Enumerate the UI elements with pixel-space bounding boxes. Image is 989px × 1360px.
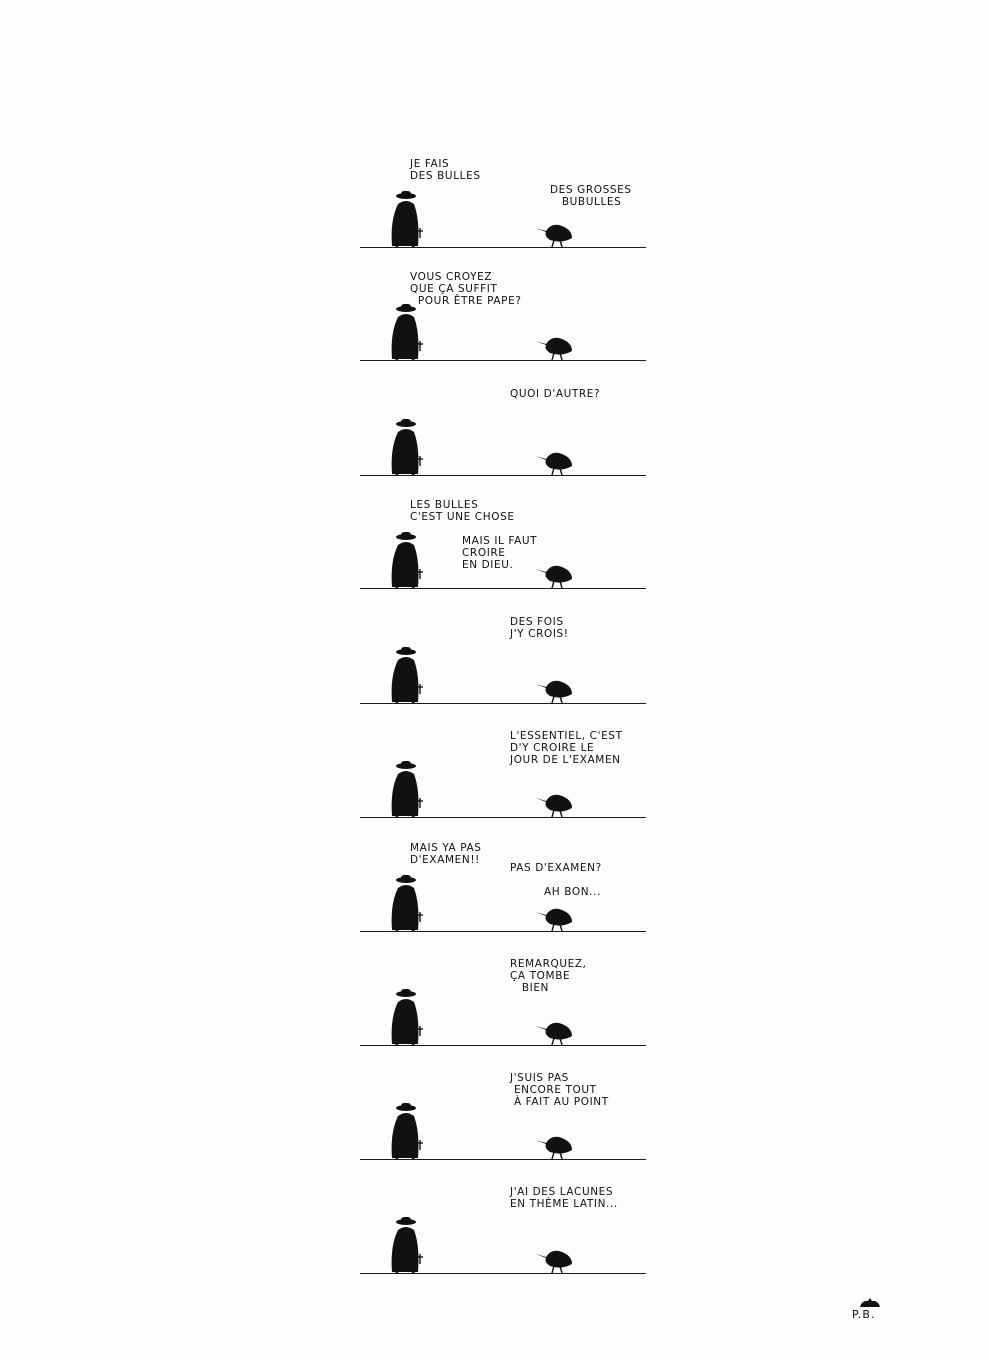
priest-figure-icon — [384, 531, 428, 593]
speech-text: J'SUIS PAS ENCORE TOUT À FAIT AU POINT — [510, 1072, 609, 1108]
comic-panel — [300, 1176, 700, 1290]
speech-text: DES GROSSES BUBULLES — [550, 184, 632, 208]
speech-text: J'AI DES LACUNES EN THÈME LATIN... — [510, 1186, 618, 1210]
speech-text: DES FOIS J'Y CROIS! — [510, 616, 569, 640]
speech-text: MAIS IL FAUT CROIRE EN DIEU. — [462, 535, 538, 571]
comic-panel — [300, 491, 700, 605]
priest-figure-icon — [384, 190, 428, 252]
comic-panel — [300, 834, 700, 948]
comic-panel — [300, 606, 700, 720]
priest-figure-icon — [384, 1102, 428, 1164]
comic-panel — [300, 378, 700, 492]
speech-text: VOUS CROYEZ QUE ÇA SUFFIT POUR ÊTRE PAPE? — [410, 271, 522, 307]
ground-line — [360, 1045, 646, 1046]
ground-line — [360, 360, 646, 361]
ground-line — [360, 475, 646, 476]
cat-signature-icon — [858, 1296, 882, 1308]
speech-text: QUOI D'AUTRE? — [510, 388, 601, 400]
priest-figure-icon — [384, 418, 428, 480]
priest-figure-icon — [384, 760, 428, 822]
speech-text: REMARQUEZ, ÇA TOMBE BIEN — [510, 958, 587, 994]
ground-line — [360, 1159, 646, 1160]
speech-text: PAS D'EXAMEN? — [510, 862, 602, 874]
speech-text: MAIS YA PAS D'EXAMEN!! — [410, 842, 482, 866]
priest-figure-icon — [384, 874, 428, 936]
speech-text: L'ESSENTIEL, C'EST D'Y CROIRE LE JOUR DE L'EXAMEN — [510, 730, 623, 766]
priest-figure-icon — [384, 1216, 428, 1278]
comic-panel — [300, 150, 700, 264]
speech-text: LES BULLES C'EST UNE CHOSE — [410, 499, 515, 523]
speech-text: AH BON... — [544, 886, 601, 898]
comic-strip — [300, 150, 700, 1280]
priest-figure-icon — [384, 303, 428, 365]
ground-line — [360, 931, 646, 932]
comic-panel — [300, 948, 700, 1062]
artist-signature: P.B. — [852, 1308, 876, 1321]
speech-text: JE FAIS DES BULLES — [410, 158, 481, 182]
ground-line — [360, 1273, 646, 1274]
ground-line — [360, 703, 646, 704]
ground-line — [360, 247, 646, 248]
comic-panel — [300, 720, 700, 834]
ground-line — [360, 817, 646, 818]
priest-figure-icon — [384, 646, 428, 708]
comic-panel — [300, 1062, 700, 1176]
ground-line — [360, 588, 646, 589]
priest-figure-icon — [384, 988, 428, 1050]
comic-panel — [300, 263, 700, 377]
